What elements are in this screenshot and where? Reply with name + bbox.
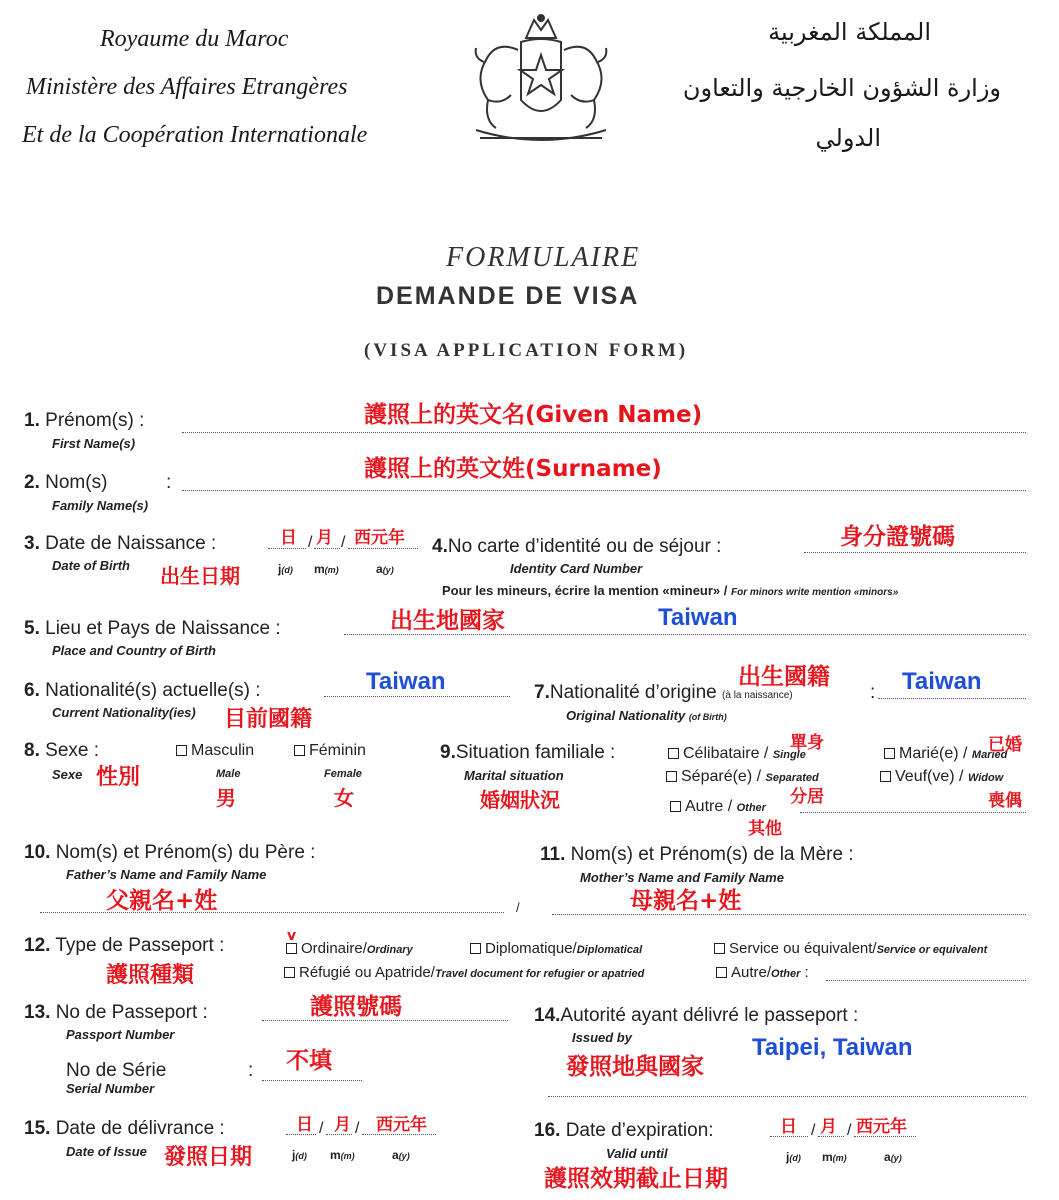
field13-serie-note: 不填 [286, 1048, 332, 1074]
field16-j: j(d) [786, 1150, 801, 1164]
field13-serie-sub: Serial Number [66, 1081, 155, 1096]
field3-month-note: 月 [316, 528, 333, 548]
separated-checkbox[interactable] [666, 771, 677, 782]
field8-female-option[interactable]: Féminin [294, 742, 366, 760]
field12-note: 護照種類 [106, 963, 195, 988]
field16-label: 16. Date d’expiration: [534, 1120, 714, 1141]
field15-slash2: / [355, 1120, 360, 1137]
field7-sub: Original Nationality (of Birth) [566, 708, 727, 723]
field7-input[interactable] [878, 698, 1026, 699]
field8-sub: Sexe [52, 767, 83, 782]
field12-diplomatic-option[interactable]: Diplomatique/Diplomatical [470, 940, 642, 957]
field8-female-en: Female [324, 768, 362, 780]
field15-j: j(d) [292, 1148, 307, 1162]
married-checkbox[interactable] [884, 748, 895, 759]
title-demande: DEMANDE DE VISA [376, 282, 640, 310]
field3-m: m(m) [314, 562, 339, 576]
field10-sub: Father’s Name and Family Name [66, 867, 267, 882]
field6-label: 6. Nationalité(s) actuelle(s) : [24, 680, 261, 701]
field12-label: 12. Type de Passeport : [24, 935, 225, 956]
field4-label: 4.No carte d’identité ou de séjour : [432, 536, 722, 557]
field7-label: 7.Nationalité d’origine (à la naissance) [534, 682, 793, 703]
diplomatic-checkbox[interactable] [470, 943, 481, 954]
field1-note: 護照上的英文名(Given Name) [364, 402, 703, 428]
field5-label: 5. Lieu et Pays de Naissance : [24, 618, 281, 639]
field5-value: Taiwan [658, 604, 738, 631]
field9-sub: Marital situation [464, 768, 564, 783]
field9-separated-option[interactable]: Séparé(e) / Separated [666, 768, 819, 786]
field8-male-zh: 男 [216, 786, 236, 810]
field16-note: 護照效期截止日期 [544, 1166, 728, 1192]
field11-input[interactable] [552, 914, 1026, 915]
field9-separated-zh: 分居 [790, 787, 824, 807]
field14-value: Taipei, Taiwan [752, 1034, 913, 1061]
header-fr-line1: Royaume du Maroc [100, 26, 289, 52]
field13-serie-label: No de Série [66, 1060, 167, 1081]
male-checkbox[interactable] [176, 745, 187, 756]
field13-serie-input[interactable] [262, 1080, 362, 1081]
header-fr-line3: Et de la Coopération Internationale [22, 122, 368, 148]
field3-day-note: 日 [280, 528, 297, 548]
field15-month-note: 月 [334, 1115, 351, 1135]
field6-input[interactable] [324, 696, 510, 697]
field3-sub: Date of Birth [52, 558, 130, 573]
field3-day-input[interactable] [268, 548, 306, 549]
female-checkbox[interactable] [294, 745, 305, 756]
field10-input[interactable] [40, 912, 504, 913]
field2-input[interactable] [182, 490, 1026, 491]
field14-note: 發照地與國家 [566, 1054, 704, 1080]
ordinary-check-mark: v [287, 928, 297, 944]
field3-year-note: 西元年 [354, 528, 405, 548]
field5-note: 出生地國家 [390, 608, 505, 634]
field2-label: 2. Nom(s) [24, 472, 108, 493]
field14-input[interactable] [548, 1096, 1026, 1097]
field1-input[interactable] [182, 432, 1026, 433]
field3-year-input[interactable] [348, 548, 418, 549]
field15-slash1: / [319, 1120, 324, 1137]
field9-widow-option[interactable]: Veuf(ve) / Widow [880, 768, 1003, 786]
field14-sub: Issued by [572, 1030, 632, 1045]
field4-minor-note: Pour les mineurs, écrire la mention «mineur» / For minors write mention «minors» [442, 583, 899, 598]
field9-married-zh: 已婚 [988, 735, 1022, 755]
field10-label: 10. Nom(s) et Prénom(s) du Père : [24, 842, 316, 863]
field12-other-input[interactable] [826, 980, 1026, 981]
field9-other-zh: 其他 [748, 819, 782, 839]
field1-sub: First Name(s) [52, 436, 136, 451]
field16-m: m(m) [822, 1150, 847, 1164]
field11-note: 母親名+姓 [630, 888, 742, 914]
field12-ordinary-option[interactable]: Ordinaire/Ordinary [286, 940, 413, 957]
field12-refugee-option[interactable]: Réfugié ou Apatride/Travel document for refugier or apatried [284, 964, 644, 981]
field3-note: 出生日期 [160, 564, 240, 588]
field5-sub: Place and Country of Birth [52, 643, 216, 658]
field9-note: 婚姻狀況 [480, 788, 560, 812]
widow-checkbox[interactable] [880, 771, 891, 782]
field3-slash2: / [341, 534, 346, 551]
header-ar-line3: الدولي [815, 124, 881, 152]
field16-slash1: / [811, 1122, 816, 1139]
title-visa-application: (VISA APPLICATION FORM) [364, 340, 689, 361]
field15-m: m(m) [330, 1148, 355, 1162]
field6-sub: Current Nationality(ies) [52, 705, 196, 720]
field13-note: 護照號碼 [310, 994, 402, 1020]
field9-widow-zh: 喪偶 [988, 791, 1022, 811]
header-fr-line2: Ministère des Affaires Etrangères [26, 74, 348, 100]
field15-day-note: 日 [296, 1115, 313, 1135]
field8-female-zh: 女 [334, 786, 354, 810]
field15-year-note: 西元年 [376, 1115, 427, 1135]
field9-single-zh: 單身 [790, 733, 824, 753]
field16-slash2: / [847, 1122, 852, 1139]
field3-a: a(y) [376, 562, 394, 576]
field10-note: 父親名+姓 [106, 888, 218, 914]
field2-note: 護照上的英文姓(Surname) [364, 456, 662, 482]
field4-input[interactable] [804, 552, 1026, 553]
field13-sub: Passport Number [66, 1027, 175, 1042]
field6-note: 目前國籍 [224, 707, 313, 732]
field16-sub: Valid until [606, 1146, 668, 1161]
field7-value: Taiwan [902, 668, 982, 695]
field15-label: 15. Date de délivrance : [24, 1118, 225, 1139]
other-status-checkbox[interactable] [670, 801, 681, 812]
field3-j: j(d) [278, 562, 293, 576]
field2-colon: : [166, 472, 172, 493]
field11-label: 11. Nom(s) et Prénom(s) de la Mère : [540, 844, 854, 865]
field3-month-input[interactable] [314, 548, 340, 549]
field6-value: Taiwan [366, 668, 446, 695]
field9-other-option[interactable]: Autre / Other [670, 798, 766, 816]
field3-slash1: / [308, 534, 313, 551]
field4-note: 身分證號碼 [840, 524, 955, 550]
other-passport-checkbox[interactable] [716, 967, 727, 978]
field2-sub: Family Name(s) [52, 498, 149, 513]
service-checkbox[interactable] [714, 943, 725, 954]
field16-month-note: 月 [820, 1117, 837, 1137]
field16-a: a(y) [884, 1150, 902, 1164]
field12-service-option[interactable]: Service ou équivalent/Service or equivalent [714, 940, 987, 957]
title-formulaire: FORMULAIRE [446, 242, 641, 273]
field13-label: 13. No de Passeport : [24, 1002, 208, 1023]
field11-sub: Mother’s Name and Family Name [580, 870, 784, 885]
field9-married-option[interactable]: Marié(e) / Maried [884, 745, 1007, 763]
ordinary-checkbox[interactable] [286, 943, 297, 954]
field16-day-note: 日 [780, 1117, 797, 1137]
field4-sub: Identity Card Number [510, 561, 643, 576]
field8-label: 8. Sexe : [24, 740, 100, 761]
single-checkbox[interactable] [668, 748, 679, 759]
field8-male-option[interactable]: Masculin [176, 742, 254, 760]
refugee-checkbox[interactable] [284, 967, 295, 978]
field9-single-option[interactable]: Célibataire / Single [668, 745, 806, 763]
field15-note: 發照日期 [164, 1145, 253, 1170]
field12-other-option[interactable]: Autre/Other : [716, 964, 809, 981]
field10-slash: / [516, 900, 520, 915]
header-ar-line1: المملكة المغربية [768, 18, 931, 46]
header-ar-line2: وزارة الشؤون الخارجية والتعاون [682, 74, 1001, 102]
field14-label: 14.Autorité ayant délivré le passeport : [534, 1005, 859, 1026]
field8-male-en: Male [216, 768, 241, 780]
field16-year-note: 西元年 [856, 1117, 907, 1137]
field7-colon: : [870, 682, 876, 703]
field3-label: 3. Date de Naissance : [24, 533, 217, 554]
field1-label: 1. Prénom(s) : [24, 410, 145, 431]
field7-note: 出生國籍 [738, 664, 830, 690]
field9-other-input[interactable] [800, 812, 1026, 813]
field15-a: a(y) [392, 1148, 410, 1162]
field15-sub: Date of Issue [66, 1144, 147, 1159]
field13-serie-colon: : [248, 1060, 254, 1081]
field9-label: 9.Situation familiale : [440, 742, 616, 763]
field8-note: 性別 [96, 765, 141, 790]
coat-of-arms-icon [466, 10, 616, 150]
